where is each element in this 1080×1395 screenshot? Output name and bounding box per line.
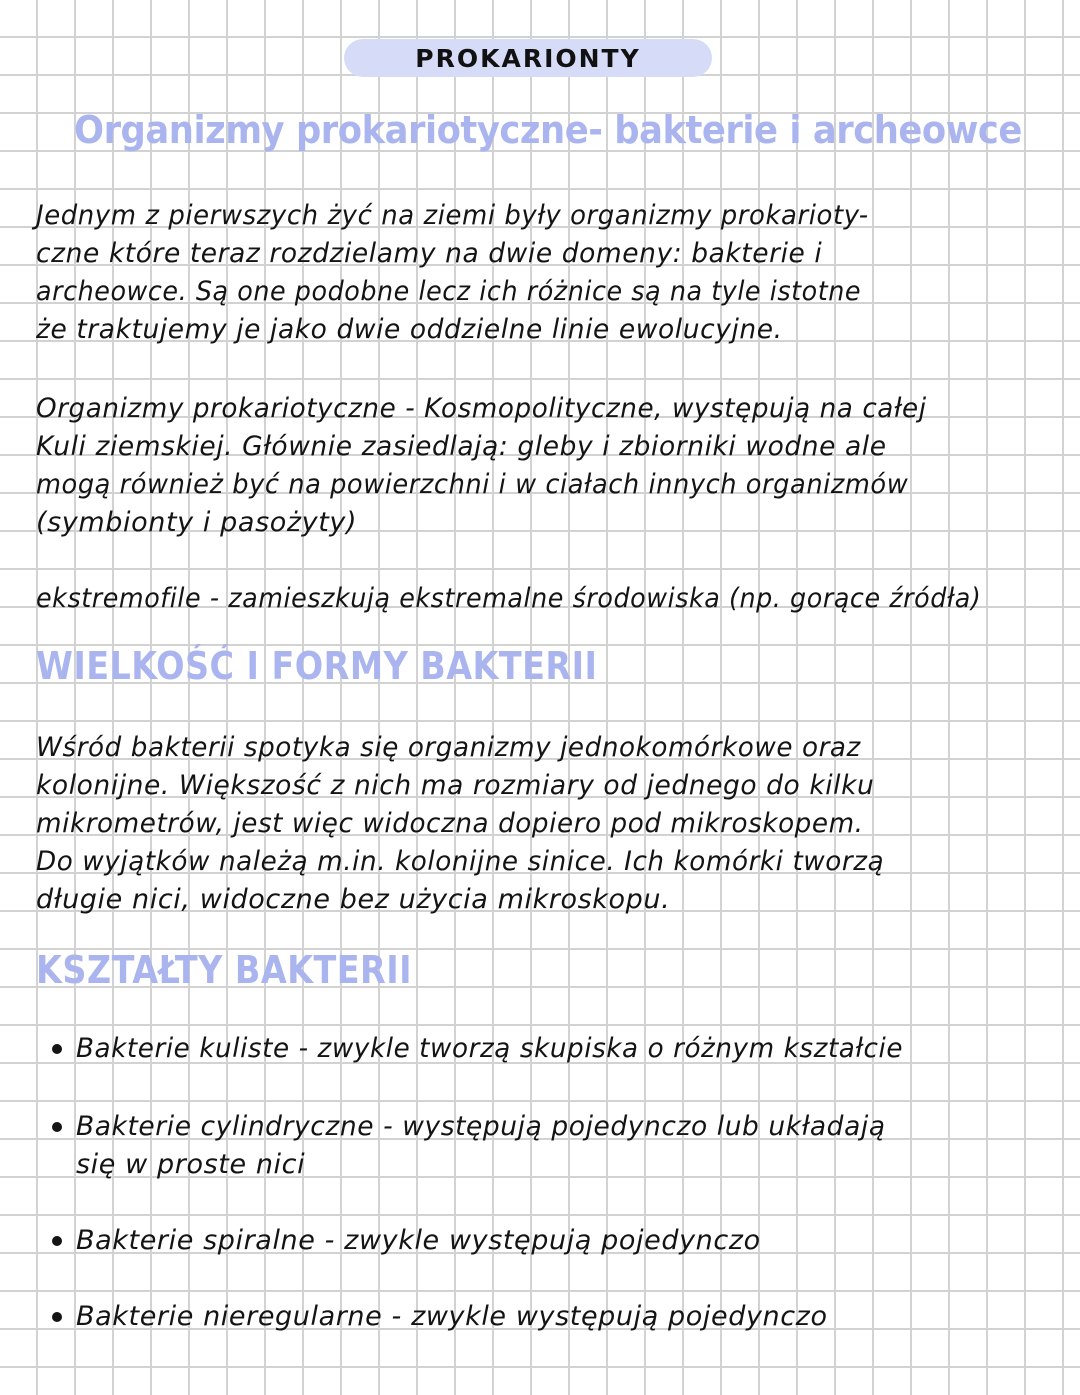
text-line: Do wyjątków należą m.in. kolonijne sinice. Ich komórki tworzą — [36, 846, 885, 877]
text-line: archeowce. Są one podobne lecz ich różnice są na tyle istotne — [36, 276, 862, 307]
bullet-icon — [52, 1312, 62, 1322]
size-forms-paragraph — [36, 729, 1076, 919]
text-line: Bakterie nieregularne - zwykle występują pojedynczo — [76, 1301, 828, 1332]
intro-paragraph — [36, 197, 1076, 349]
text-line: Bakterie kuliste - zwykle tworzą skupiska o różnym kształcie — [76, 1033, 904, 1064]
list-item-text — [76, 1298, 828, 1336]
text-line: Organizmy prokariotyczne - Kosmopolityczne, występują na całej — [36, 393, 927, 424]
section-heading-size-forms: WIELKOŚĆ I FORMY BAKTERII — [36, 644, 598, 688]
extremophiles-paragraph — [36, 580, 1076, 618]
text-line: że traktujemy je jako dwie oddzielne linie ewolucyjne. — [36, 314, 783, 345]
section-heading-shapes: KSZTAŁTY BAKTERII — [36, 948, 412, 992]
text-line: kolonijne. Większość z nich ma rozmiary od jednego do kilku — [36, 770, 875, 801]
list-item-text — [76, 1030, 929, 1068]
habitat-paragraph — [36, 390, 1076, 542]
bullet-icon — [52, 1044, 62, 1054]
page-title: PROKARIONTY — [415, 43, 641, 73]
text-line: (symbionty i pasożyty) — [36, 507, 358, 538]
text-line: czne które teraz rozdzielamy na dwie domeny: bakterie i — [36, 238, 823, 269]
text-line: długie nici, widoczne bez użycia mikroskopu. — [36, 884, 671, 915]
text-line: Wśród bakterii spotyka się organizmy jednokomórkowe oraz — [36, 732, 861, 763]
text-line: mogą również być na powierzchni i w ciałach innych organizmów — [36, 469, 909, 500]
text-line: Jednym z pierwszych żyć na ziemi były organizmy prokarioty- — [36, 200, 869, 231]
text-line: ekstremofile - zamieszkują ekstremalne środowiska (np. gorące źródła) — [36, 583, 982, 614]
bullet-icon — [52, 1236, 62, 1246]
text-line: Kuli ziemskiej. Głównie zasiedlają: gleby i zbiorniki wodne ale — [36, 431, 887, 462]
page-subtitle: Organizmy prokariotyczne- bakterie i archeowce — [74, 108, 1022, 152]
text-line: Bakterie cylindryczne - występują pojedynczo lub układają — [76, 1111, 886, 1142]
title-banner — [344, 39, 712, 77]
text-line: Bakterie spiralne - zwykle występują pojedynczo — [76, 1225, 761, 1256]
list-item-text — [76, 1108, 902, 1184]
bullet-icon — [52, 1122, 62, 1132]
text-line: mikrometrów, jest więc widoczna dopiero pod mikroskopem. — [36, 808, 864, 839]
text-line: się w proste nici — [76, 1149, 306, 1180]
list-item-text — [76, 1222, 761, 1260]
